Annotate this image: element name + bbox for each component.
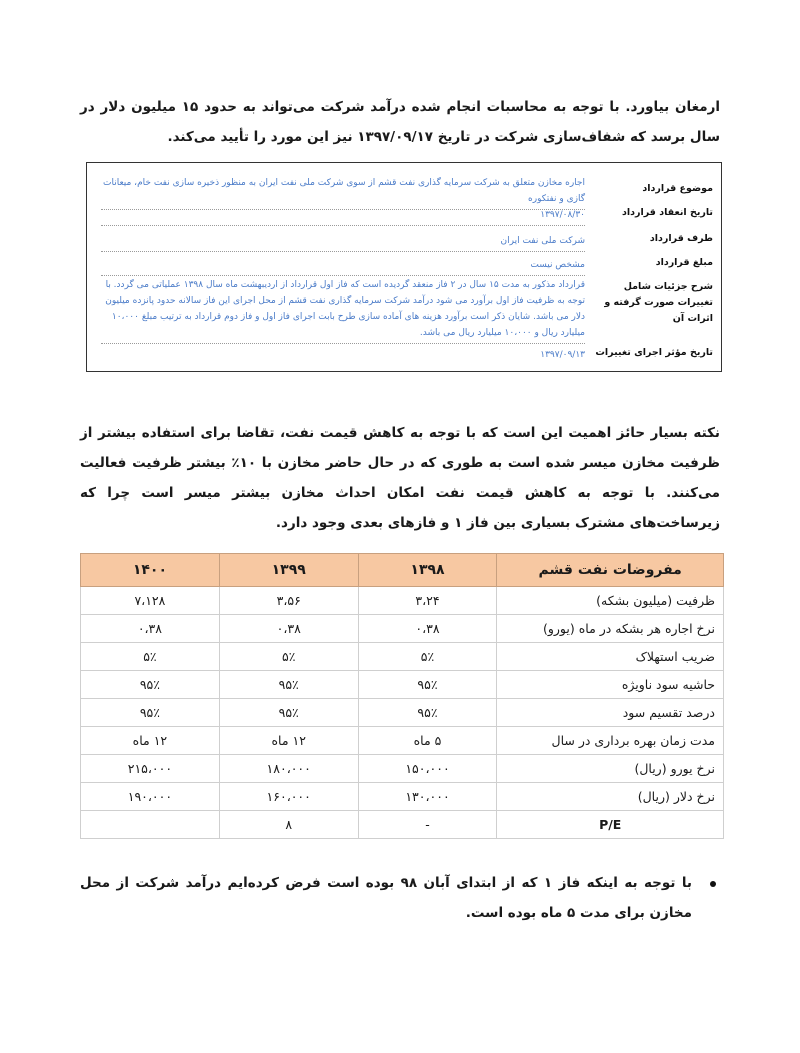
table-header-row: [81, 554, 724, 587]
cell-value: ۳،۲۴: [358, 587, 497, 615]
contract-info-box: [86, 162, 722, 372]
contract-key: شرح جزئیات شامل تغییرات صورت گرفته و اثرات آن: [604, 281, 713, 324]
bullet-text: با توجه به اینکه فاز ۱ که از ابتدای آبان ۹۸ بوده است فرض کرده‌ایم درآمد شرکت از محل مخازن برای مدت ۵ ماه بوده است.: [80, 875, 692, 921]
contract-key: طرف قرارداد: [649, 233, 713, 244]
row-label: ضریب استهلاک: [497, 643, 724, 671]
contract-value: اجاره مخازن متعلق به شرکت سرمایه گذاری نفت قشم از سوی شرکت ملی نفت ایران به منظور ذخیره سازی نفت خام، میعانات گازی و نفتکوره: [101, 175, 585, 210]
table-row: [81, 727, 724, 755]
analysis-paragraph: نکته بسیار حائز اهمیت این است که با توجه به کاهش قیمت نفت، تقاضا برای استفاده بیشتر از ظرفیت مخازن میسر شده است به طوری که در حال حاضر مخازن با ۱۰٪ بیشتر ظرفیت فعالیت می‌کنند. با توجه به کاهش قیمت نفت امکان احداث مخازن بیشتر میسر است چرا که زیرساخت‌های مشترک بسیاری بین فاز ۱ و فازهای بعدی وجود دارد.: [80, 425, 720, 531]
cell-value: [81, 811, 220, 839]
table-header-cell: ۱۳۹۹: [219, 554, 358, 587]
contract-row-effective-date: [95, 347, 713, 367]
cell-value: ۵٪: [81, 643, 220, 671]
contract-value: قرارداد مذکور به مدت ۱۵ سال در ۲ فاز منعقد گردیده است که فاز اول قرارداد از اردیبهشت ماه سال ۱۳۹۸ عملیاتی می گردد. با توجه به ظرفیت فاز اول برآورد می شود درآمد شرکت سرمایه گذاری نفت قشم از محل اجرای این فاز سالانه حدود پانزده میلیون دلار می باشد. شایان ذکر است برآورد هزینه های آماده سازی طرح بابت اجرای فاز اول و فاز دوم قرارداد به ترتیب مبلغ ۱۰،۰۰۰ میلیارد ریال و ۱۰،۰۰۰ میلیارد ریال می باشد.: [101, 277, 585, 344]
cell-value: ۱۲ ماه: [219, 727, 358, 755]
cell-value: ۹۵٪: [81, 699, 220, 727]
contract-row-subject: [95, 175, 713, 211]
row-label: نرخ اجاره هر بشکه در ماه (یورو): [497, 615, 724, 643]
cell-value: ۹۵٪: [81, 671, 220, 699]
cell-value: ۸: [219, 811, 358, 839]
cell-value: ۱۸۰،۰۰۰: [219, 755, 358, 783]
cell-value: ۲۱۵،۰۰۰: [81, 755, 220, 783]
cell-value: ۵٪: [358, 643, 497, 671]
row-label: نرخ دلار (ریال): [497, 783, 724, 811]
cell-value: ۱۹۰،۰۰۰: [81, 783, 220, 811]
row-label: حاشیه سود ناویژه: [497, 671, 724, 699]
contract-row-date: [95, 207, 713, 227]
cell-value: ۷،۱۲۸: [81, 587, 220, 615]
row-label: درصد تقسیم سود: [497, 699, 724, 727]
contract-row-amount: [95, 257, 713, 277]
intro-paragraph: ارمغان بیاورد. با توجه به محاسبات انجام شده درآمد شرکت می‌تواند به حدود ۱۵ میلیون دلار در سال برسد که شفاف‌سازی شرکت در تاریخ ۱۳۹۷/۰۹/۱۷ نیز این مورد را تأیید می‌کند.: [80, 99, 720, 145]
row-label: نرخ یورو (ریال): [497, 755, 724, 783]
cell-value: ۹۵٪: [219, 699, 358, 727]
cell-value: -: [358, 811, 497, 839]
cell-value: ۰،۳۸: [358, 615, 497, 643]
contract-key: موضوع قرارداد: [642, 183, 713, 194]
table-header-cell: ۱۳۹۸: [358, 554, 497, 587]
cell-value: ۰،۳۸: [219, 615, 358, 643]
table-row: [81, 783, 724, 811]
row-label: مدت زمان بهره برداری در سال: [497, 727, 724, 755]
contract-row-party: [95, 233, 713, 253]
cell-value: ۹۵٪: [358, 699, 497, 727]
table-row: [81, 755, 724, 783]
table-row: [81, 671, 724, 699]
cell-value: ۹۵٪: [358, 671, 497, 699]
contract-key: تاریخ مؤثر اجرای تغییرات: [595, 347, 713, 358]
cell-value: ۱۶۰،۰۰۰: [219, 783, 358, 811]
contract-value: ۱۳۹۷/۰۹/۱۳: [540, 350, 585, 360]
cell-value: ۰،۳۸: [81, 615, 220, 643]
table-header-cell: ۱۴۰۰: [81, 554, 220, 587]
cell-value: ۳،۵۶: [219, 587, 358, 615]
assumptions-table: [80, 553, 724, 839]
table-header-cell: مفروضات نفت قشم: [497, 554, 724, 587]
cell-value: ۵٪: [219, 643, 358, 671]
cell-value: ۹۵٪: [219, 671, 358, 699]
contract-row-details: [95, 277, 713, 337]
table-row: [81, 811, 724, 839]
bullet-note: [80, 868, 720, 928]
contract-key: تاریخ انعقاد قرارداد: [622, 207, 713, 218]
table-row: [81, 699, 724, 727]
cell-value: ۱۵۰،۰۰۰: [358, 755, 497, 783]
contract-key: مبلغ قرارداد: [655, 257, 713, 268]
bullet-dot-icon: [710, 881, 716, 887]
cell-value: ۱۳۰،۰۰۰: [358, 783, 497, 811]
table-row: [81, 615, 724, 643]
row-label: P/E: [497, 811, 724, 839]
contract-value: شرکت ملی نفت ایران: [101, 233, 585, 252]
table-row: [81, 587, 724, 615]
contract-value: ۱۳۹۷/۰۸/۳۰: [101, 207, 585, 226]
cell-value: ۵ ماه: [358, 727, 497, 755]
table-row: [81, 643, 724, 671]
contract-value: مشخص نیست: [101, 257, 585, 276]
row-label: ظرفیت (میلیون بشکه): [497, 587, 724, 615]
cell-value: ۱۲ ماه: [81, 727, 220, 755]
